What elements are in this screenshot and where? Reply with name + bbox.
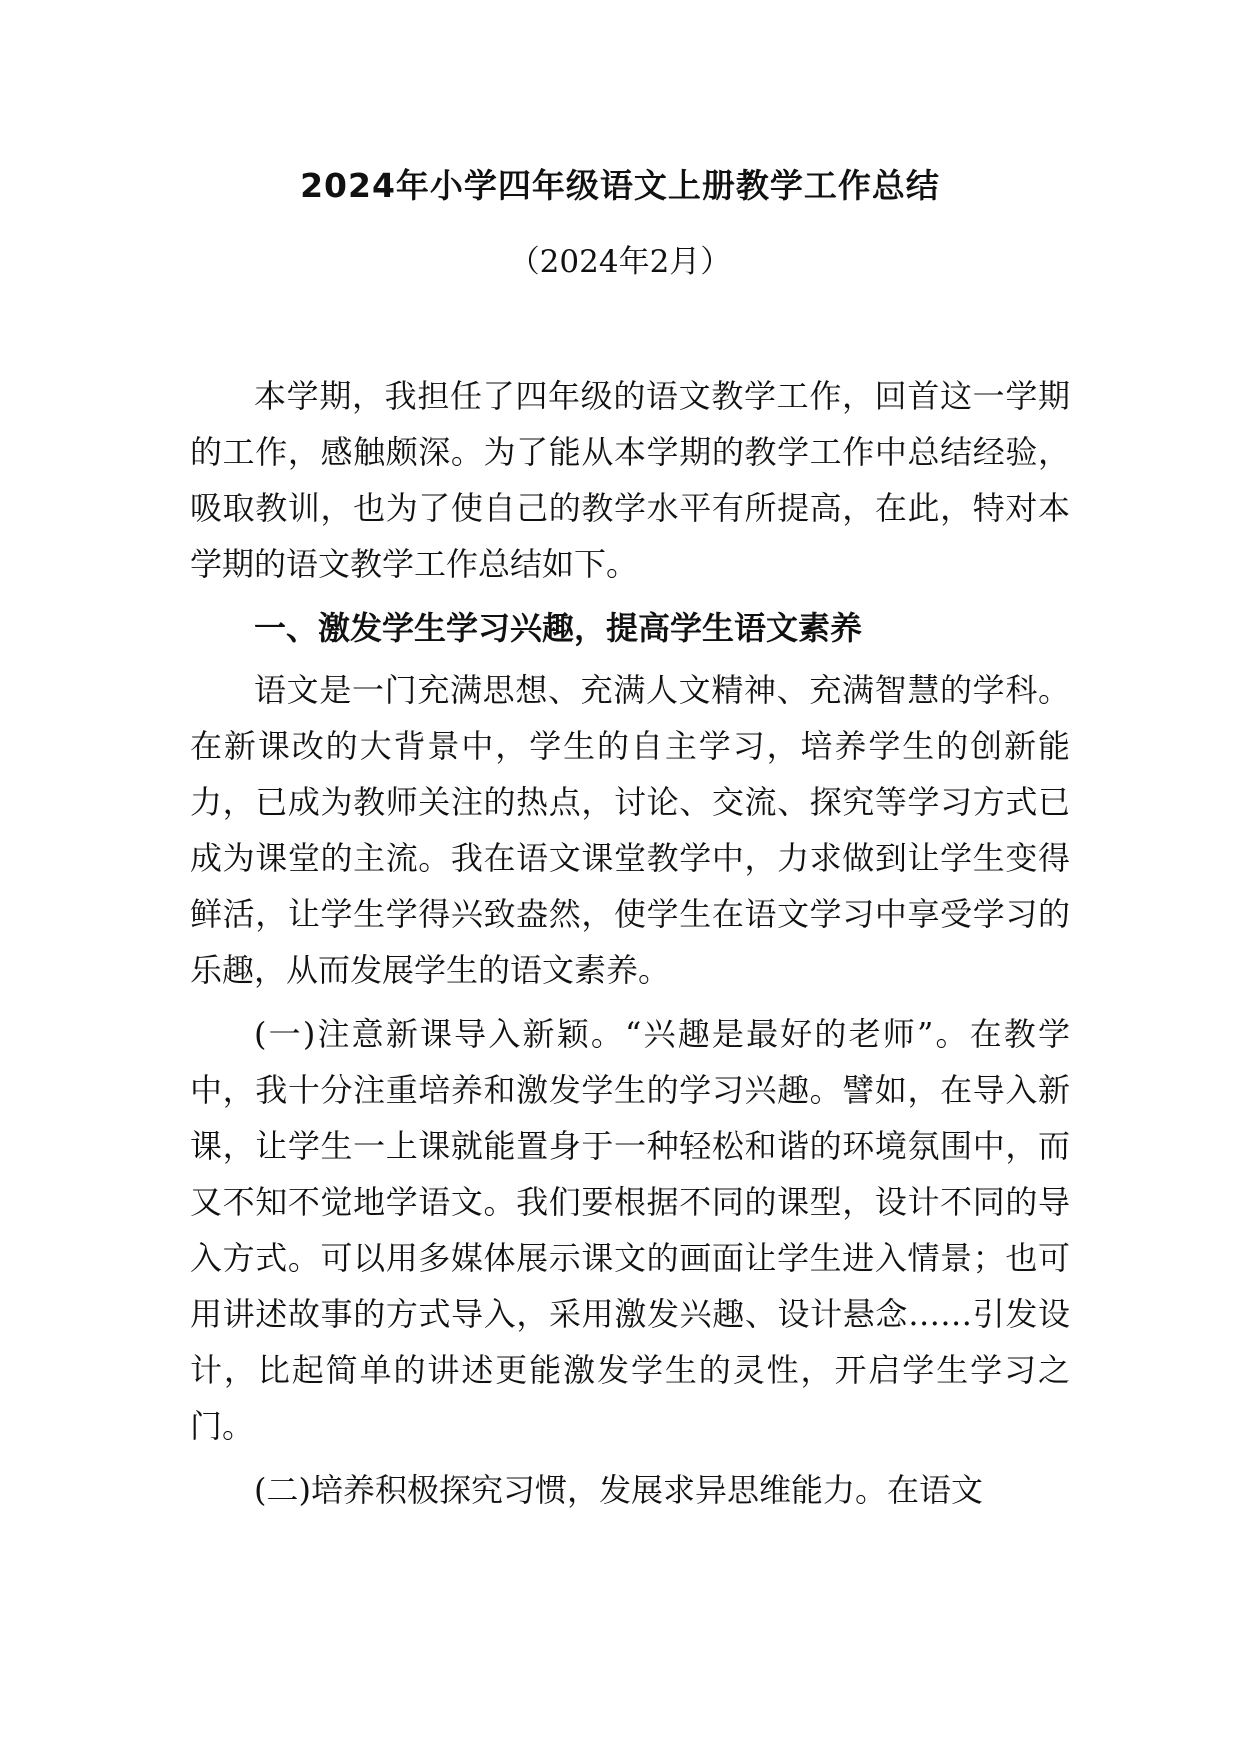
intro-paragraph: 本学期，我担任了四年级的语文教学工作，回首这一学期的工作，感触颇深。为了能从本学期的教学工作中总结经验，吸取教训，也为了使自己的教学水平有所提高，在此，特对本学期的语文教学工作总结如下。 bbox=[190, 377, 1070, 583]
body-paragraph: (一)注意新课导入新颖。“兴趣是最好的老师”。在教学中，我十分注重培养和激发学生的学习兴趣。譬如，在导入新课，让学生一上课就能置身于一种轻松和谐的环境氛围中，而又不知不觉地学语文。我们要根据不同的课型，设计不同的导入方式。可以用多媒体展示课文的画面让学生进入情景；也可用讲述故事的方式导入，采用激发兴趣、设计悬念……引发设计，比起简单的讲述更能激发学生的灵性，开启学生学习之门。 bbox=[190, 1015, 1070, 1445]
document-body bbox=[190, 368, 1070, 1518]
body-paragraph: 语文是一门充满思想、充满人文精神、充满智慧的学科。在新课改的大背景中，学生的自主学习，培养学生的创新能力，已成为教师关注的热点，讨论、交流、探究等学习方式已成为课堂的主流。我在语文课堂教学中，力求做到让学生变得鲜活，让学生学得兴致盎然，使学生在语文学习中享受学习的乐趣，从而发展学生的语文素养。 bbox=[190, 671, 1070, 989]
document-date: （2024年2月） bbox=[508, 244, 732, 280]
document-title: 2024年小学四年级语文上册教学工作总结 bbox=[300, 166, 940, 205]
body-paragraph: (二)培养积极探究习惯，发展求异思维能力。在语文 bbox=[254, 1471, 983, 1509]
section-heading: 一、激发学生学习兴趣，提高学生语文素养 bbox=[254, 609, 863, 647]
